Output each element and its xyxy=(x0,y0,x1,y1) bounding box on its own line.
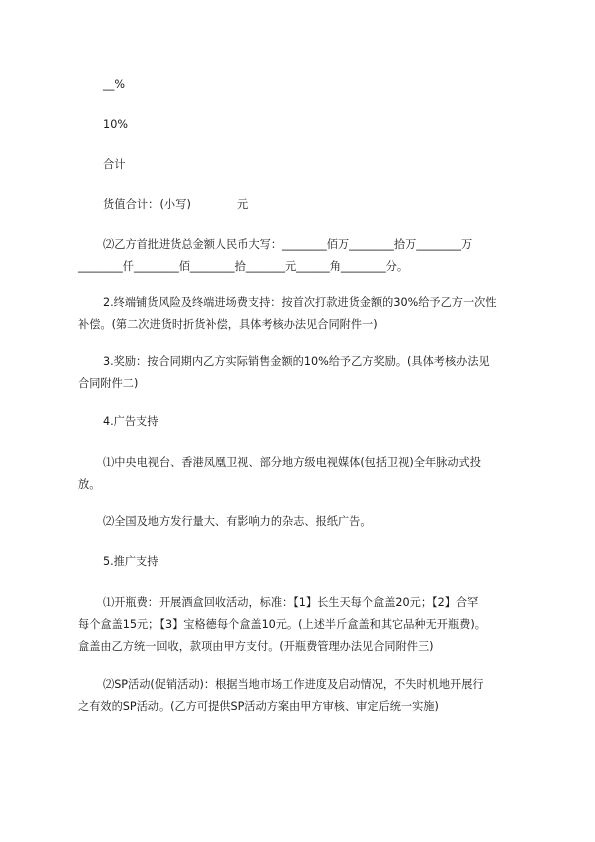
paragraph-line: 补偿。(第二次进货时折货补偿，具体考核办法见合同附件一) xyxy=(78,318,378,331)
paragraph-reward-cont xyxy=(78,373,138,395)
paragraph-line: 合同附件二) xyxy=(78,377,139,390)
paragraph-print-media xyxy=(103,511,372,533)
percent-placeholder: __% xyxy=(103,78,126,91)
currency-unit: 元 xyxy=(236,198,249,211)
paragraph-terminal-support xyxy=(103,292,497,314)
paragraph-line: ⑴中央电视台、香港凤凰卫视、部分地方级电视媒体(包括卫视)全年脉动式投 xyxy=(103,456,481,469)
paragraph-line: 之有效的SP活动。(乙方可提供SP活动方案由甲方审核、审定后统一实施) xyxy=(78,700,439,713)
paragraph-terminal-support-cont xyxy=(78,314,378,336)
goods-value-label: 货值合计：(小写) xyxy=(103,198,191,211)
paragraph-line: 每个盒盖15元；【3】宝格德每个盒盖10元。(上述半斤盒盖和其它品种无开瓶费)。 xyxy=(78,618,486,631)
section-heading: 4.广告支持 xyxy=(103,415,159,428)
heading-ad-support xyxy=(103,411,158,433)
percent-value: 10% xyxy=(103,118,129,131)
total-label: 合计 xyxy=(103,158,126,171)
paragraph-line: ⑴开瓶费：开展酒盒回收活动，标准：【1】长生天每个盒盖20元；【2】合罕 xyxy=(103,596,479,609)
paragraph-sp-activity-cont xyxy=(78,696,439,718)
paragraph-line: 盒盖由乙方统一回收，款项由甲方支付。(开瓶费管理办法见合同附件三) xyxy=(78,640,434,653)
paragraph-tv-media xyxy=(103,452,481,474)
paragraph-line: 3.奖励：按合同期内乙方实际销售金额的10%给予乙方奖励。(具体考核办法见 xyxy=(103,355,490,368)
paragraph-line: ⑵全国及地方发行量大、有影响力的杂志、报纸广告。 xyxy=(103,515,372,528)
paragraph-line: 2.终端铺货风险及终端进场费支持：按首次打款进货金额的30%给予乙方一次性 xyxy=(103,296,497,309)
paragraph-sp-activity xyxy=(103,674,484,696)
paragraph-first-purchase-cont xyxy=(78,256,408,278)
paragraph-opening-fee-cont xyxy=(78,614,486,658)
heading-promotion-support xyxy=(103,551,158,573)
goods-value-total xyxy=(103,198,248,212)
paragraph-first-purchase xyxy=(103,234,472,256)
paragraph-line: ⑵乙方首批进货总金额人民币大写：________佰万________拾万________万 xyxy=(103,238,473,251)
paragraph-reward xyxy=(103,351,490,373)
section-heading: 5.推广支持 xyxy=(103,555,159,568)
paragraph-tv-media-cont xyxy=(78,474,100,496)
paragraph-line: ⑵SP活动(促销活动)：根据当地市场工作进度及启动情况，不失时机地开展行 xyxy=(103,678,484,691)
paragraph-line: 放。 xyxy=(78,478,101,491)
paragraph-opening-fee xyxy=(103,592,478,614)
paragraph-line: ________仟________佰________拾_______元______角________分。 xyxy=(78,260,409,273)
